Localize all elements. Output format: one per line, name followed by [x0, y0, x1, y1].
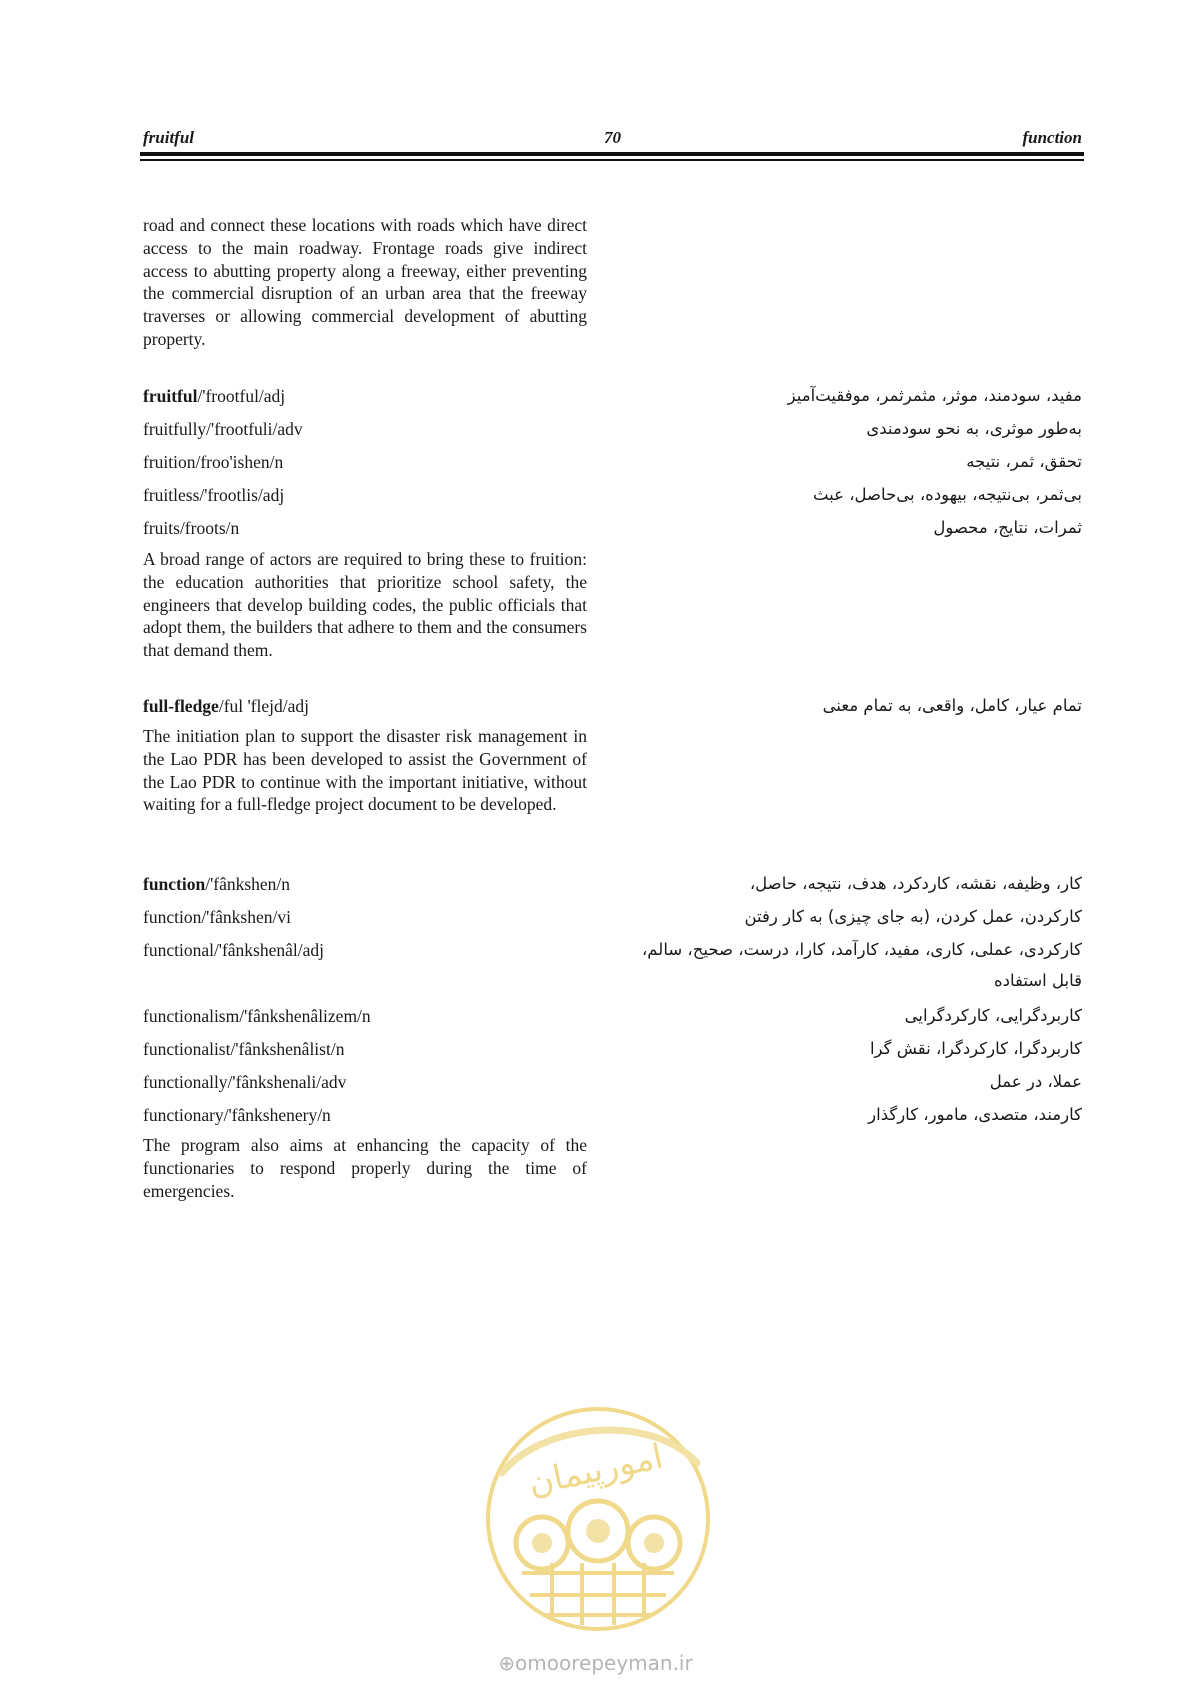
translation-fruitful: مفید، سودمند، موثر، مثمرثمر، موفقیت‌آمیز [787, 386, 1082, 405]
entry-pronunciation: /'frootful/adj [197, 386, 286, 406]
entry-headword: function [143, 874, 206, 894]
entry-functionalist: functionalist/'fânkshenâlist/n [143, 1039, 345, 1059]
translation-full-fledge: تمام عیار، کامل، واقعی، به تمام معنی [822, 696, 1082, 715]
translation-functionary: کارمند، متصدی، مامور، کارگذار [868, 1105, 1082, 1124]
entry-pronunciation: /ful 'flejd/adj [218, 696, 309, 716]
entry-functional: functional/'fânkshenâl/adj [143, 940, 325, 960]
entry-functionalism: functionalism/'fânkshenâlizem/n [143, 1006, 371, 1026]
page-header [143, 128, 1082, 152]
globe-icon: ⊕ [498, 1651, 516, 1675]
entry-fruits: fruits/froots/n [143, 518, 240, 538]
entry-function-vi: function/'fânkshen/vi [143, 907, 291, 927]
translation-fruition: تحقق، ثمر، نتیجه [966, 452, 1082, 471]
entry-full-fledge [143, 696, 309, 717]
example-paragraph-fruition: A broad range of actors are required to bring these to fruition: the education authorities that prioritize school safety, the engineers that develop building codes, the public officials that adopt them, the builders that adhere to them and the consumers that demand them. [143, 549, 587, 661]
entry-function [143, 874, 290, 895]
translation-fruitfully: به‌طور موثری، به نحو سودمندی [866, 419, 1082, 438]
translation-fruitless: بی‌ثمر، بی‌نتیجه، بیهوده، بی‌حاصل، عبث [812, 485, 1082, 504]
page-number: 70 [604, 128, 621, 147]
entry-fruitless: fruitless/'frootlis/adj [143, 485, 285, 505]
header-rule-thick [140, 152, 1084, 156]
entry-pronunciation: /'fânkshen/n [205, 874, 291, 894]
entry-fruitfully: fruitfully/'frootfuli/adv [143, 419, 303, 439]
entry-fruitful [143, 386, 285, 407]
header-left-word: fruitful [143, 128, 195, 147]
watermark-text: omoorepeyman.ir [515, 1651, 693, 1675]
entry-headword: full-fledge [143, 696, 219, 716]
translation-fruits: ثمرات، نتایج، محصول [933, 518, 1082, 537]
translation-functionalism: کاربردگرایی، کارکردگرایی [904, 1006, 1082, 1025]
translation-functional: کارکردی، عملی، کاری، مفید، کارآمد، کارا، درست، صحیح، سالم، قابل استفاده [641, 940, 1082, 990]
translation-function-n: کار، وظیفه، نقشه، کاردکرد، هدف، نتیجه، حاصل، [749, 874, 1082, 893]
example-paragraph-full-fledge: The initiation plan to support the disaster risk management in the Lao PDR has been developed to assist the Government of the Lao PDR to continue with the important initiative, without waiting for a full-fledge project document to be developed. [143, 726, 587, 815]
example-paragraph-functionaries: The program also aims at enhancing the capacity of the functionaries to respond properly during the time of emergencies. [143, 1135, 587, 1201]
entry-headword: fruitful [143, 386, 198, 406]
header-rule-thin [140, 159, 1084, 161]
entry-functionary: functionary/'fânkshenery/n [143, 1105, 331, 1125]
entry-functionally: functionally/'fânkshenali/adv [143, 1072, 347, 1092]
seal-lettering: امورپیمان [524, 1436, 667, 1504]
publisher-seal-logo [482, 1403, 714, 1635]
watermark-url [0, 1651, 1191, 1675]
translation-functionally: عملا، در عمل [989, 1072, 1082, 1091]
entry-fruition: fruition/froo'ishen/n [143, 452, 284, 472]
header-right-word: function [1022, 128, 1082, 147]
translation-function-vi: کارکردن، عمل کردن، (به جای چیزی) به کار رفتن [744, 907, 1082, 926]
translation-functionalist: کاربردگرا، کارکردگرا، نقش گرا [869, 1039, 1082, 1058]
intro-paragraph: road and connect these locations with roads which have direct access to the main roadway. Frontage roads give indirect access to abutting property along a freeway, either preventing the commercial disruption of an urban area that the freeway traverses or allowing commercial development of abutting property. [143, 215, 587, 349]
